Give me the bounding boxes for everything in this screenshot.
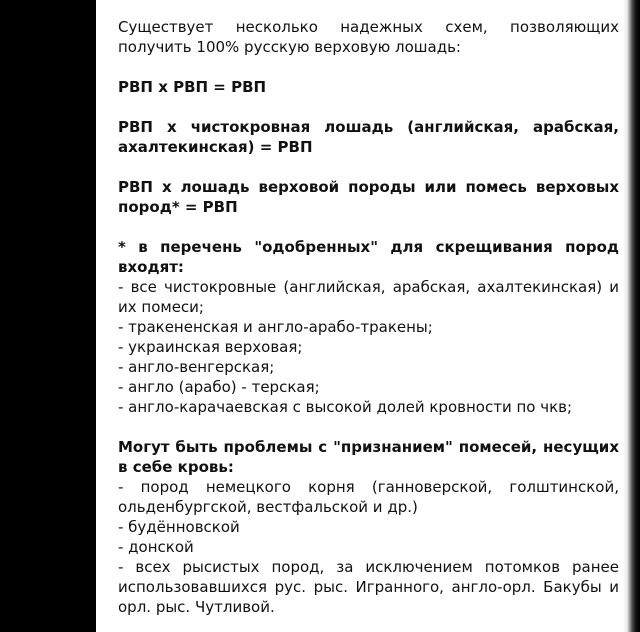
- approved-item: - украинская верховая;: [118, 338, 303, 356]
- approved-item: - тракененская и англо-арабо-тракены;: [118, 318, 433, 336]
- approved-item: - англо-карачаевская с высокой долей кровности по чкв;: [118, 398, 573, 416]
- approved-item: - англо (арабо) - терская;: [118, 378, 320, 396]
- scheme-3: РВП х лошадь верховой породы или помесь верховых пород* = РВП: [118, 178, 619, 216]
- scheme-1: РВП х РВП = РВП: [118, 78, 267, 96]
- document-page: [96, 0, 623, 632]
- left-dark-margin: [0, 0, 96, 632]
- problem-heading: Могут быть проблемы с "признанием" помесей, несущих в себе кровь:: [118, 438, 619, 476]
- problem-item: - будённовской: [118, 518, 240, 536]
- intro-paragraph: Существует несколько надежных схем, позволяющих получить 100% русскую верховую лошадь:: [118, 18, 619, 56]
- approved-heading: * в перечень "одобренных" для скрещивания пород входят:: [118, 238, 619, 276]
- problem-item: - всех рысистых пород, за исключением потомков ранее использовавшихся рус. рыс. Игранного, англо-орл. Бакубы и орл. рыс. Чутливой.: [118, 558, 619, 616]
- document-text: [118, 17, 619, 617]
- approved-item: - англо-венгерская;: [118, 358, 275, 376]
- scheme-2: РВП х чистокровная лошадь (английская, арабская, ахалтекинская) = РВП: [118, 118, 619, 156]
- problem-item: - пород немецкого корня (ганноверской, голштинской, ольденбургской, вестфальской и др.): [118, 478, 619, 516]
- right-page-edge: [623, 0, 640, 632]
- problem-item: - донской: [118, 538, 194, 556]
- approved-item: - все чистокровные (английская, арабская, ахалтекинская) и их помеси;: [118, 278, 619, 316]
